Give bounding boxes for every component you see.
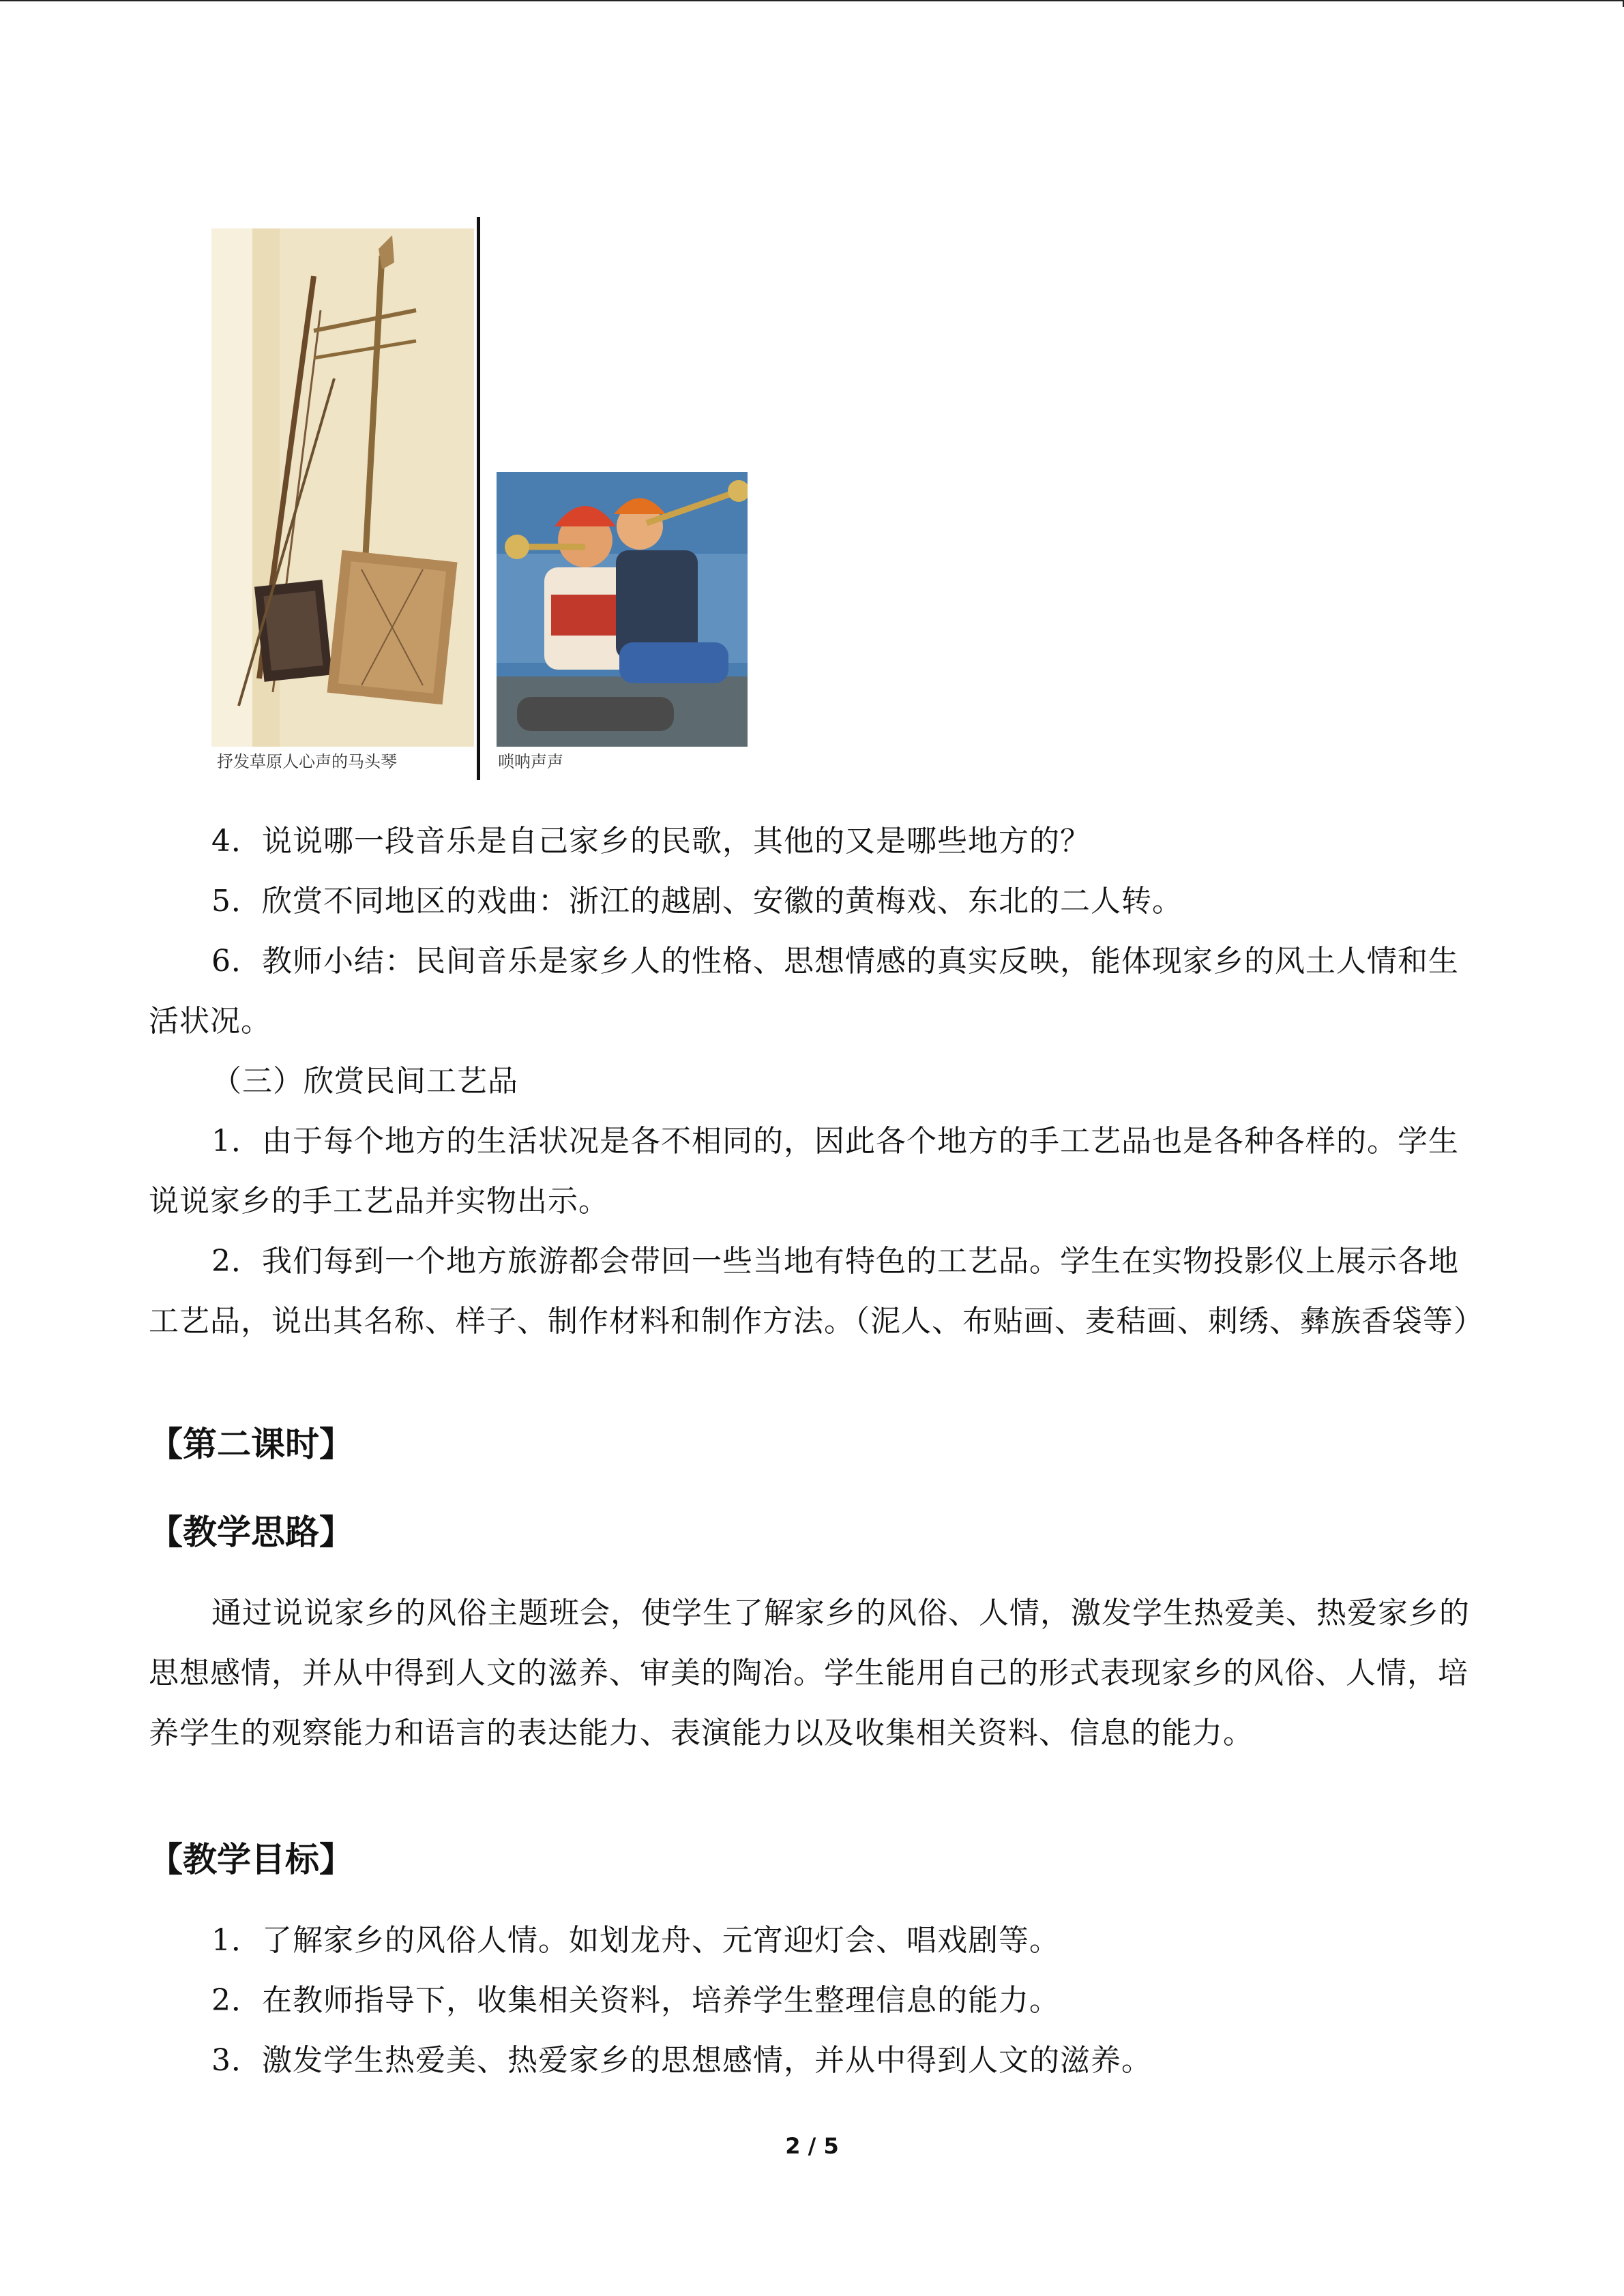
matouqin-illustration <box>211 228 474 747</box>
paragraph-6: 6．教师小结：民间音乐是家乡人的性格、思想情感的真实反映，能体现家乡的风土人情和生活状况。 <box>149 944 1459 1039</box>
paragraph-4: 4．说说哪一段音乐是自己家乡的民歌，其他的又是哪些地方的？ <box>211 824 1091 859</box>
goal-item-1: 1．了解家乡的风俗人情。如划龙舟、元宵迎灯会、唱戏剧等。 <box>211 1923 1060 1958</box>
page-number: 2 / 5 <box>785 2133 839 2159</box>
suona-illustration <box>497 472 748 747</box>
matouqin-figure <box>211 228 474 781</box>
suona-figure <box>497 472 748 781</box>
suona-caption: 唢呐声声 <box>498 752 563 771</box>
goal-item-3: 3．激发学生热爱美、热爱家乡的思想感情，并从中得到人文的滋养。 <box>211 2043 1152 2078</box>
heading-second-lesson: 【第二课时】 <box>149 1425 353 1464</box>
crafts-item-2: 2．我们每到一个地方旅游都会带回一些当地有特色的工艺品。学生在实物投影仪上展示各地工艺品，说出其名称、样子、制作材料和制作方法。（泥人、布贴画、麦秸画、刺绣、彝族香袋等） <box>149 1244 1484 1339</box>
suona-photo <box>497 472 748 747</box>
top-border <box>0 0 1624 1</box>
paragraph-5: 5．欣赏不同地区的戏曲：浙江的越剧、安徽的黄梅戏、东北的二人转。 <box>211 884 1183 919</box>
heading-teaching-goals: 【教学目标】 <box>149 1840 353 1879</box>
subheading-crafts: （三）欣赏民间工艺品 <box>211 1064 518 1099</box>
figure-divider <box>477 217 480 780</box>
goal-item-2: 2．在教师指导下，收集相关资料，培养学生整理信息的能力。 <box>211 1983 1060 2018</box>
crafts-item-1: 1．由于每个地方的生活状况是各不相同的，因此各个地方的手工艺品也是各种各样的。学生说说家乡的手工艺品并实物出示。 <box>149 1124 1459 1219</box>
teaching-idea-text: 通过说说家乡的风俗主题班会，使学生了解家乡的风俗、人情，激发学生热爱美、热爱家乡的思想感情，并从中得到人文的滋养、审美的陶冶。学生能用自己的形式表现家乡的风俗、人情，培养学生的观察能力和语言的表达能力、表演能力以及收集相关资料、信息的能力。 <box>149 1596 1470 1750</box>
heading-teaching-idea: 【教学思路】 <box>149 1512 353 1552</box>
matouqin-caption: 抒发草原人心声的马头琴 <box>217 752 397 771</box>
matouqin-photo <box>211 228 474 747</box>
